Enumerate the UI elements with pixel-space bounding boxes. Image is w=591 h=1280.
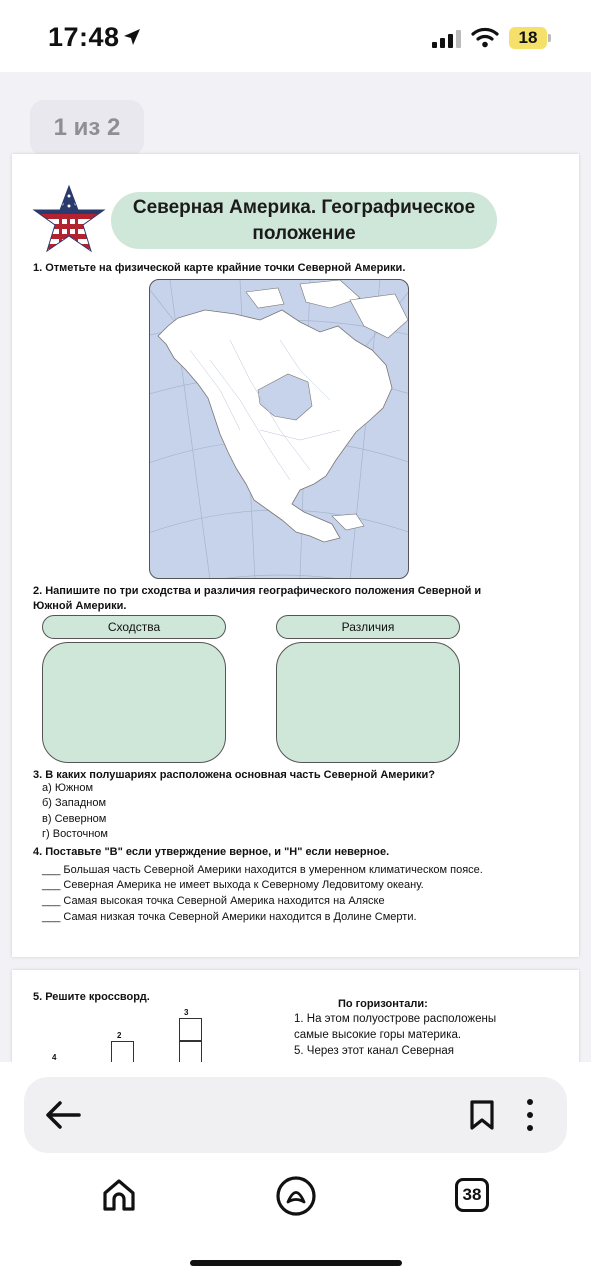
- crossword-across-heading: По горизонтали:: [338, 998, 428, 1010]
- crossword-clue-1-line-2: самые высокие горы материка.: [294, 1029, 462, 1041]
- question-1: 1. Отметьте на физической карте крайние точки Северной Америки.: [33, 262, 406, 274]
- similarities-header: Сходства: [42, 615, 226, 639]
- title-line-1: Северная Америка. Географическое: [132, 197, 476, 218]
- question-2-line-1: 2. Напишите по три сходства и различия географического положения Северной и: [33, 585, 482, 597]
- status-bar: [0, 0, 591, 72]
- flag-star-icon: [32, 184, 106, 254]
- crossword-cell[interactable]: [179, 1041, 202, 1064]
- question-3: 3. В каких полушариях расположена основная часть Северной Америки?: [33, 769, 435, 781]
- q3-option-c[interactable]: в) Северном: [42, 813, 107, 825]
- location-arrow-icon: [122, 27, 142, 47]
- crossword-cell[interactable]: [179, 1018, 202, 1041]
- q3-option-d[interactable]: г) Восточном: [42, 828, 108, 840]
- crossword-number-4: 4: [52, 1053, 57, 1062]
- assistant-icon[interactable]: [275, 1175, 317, 1217]
- page-counter: 1 из 2: [30, 100, 144, 156]
- map-graphic: [150, 280, 409, 579]
- battery-indicator: [509, 27, 551, 49]
- crossword-number-2: 2: [117, 1031, 122, 1040]
- worksheet-title: [111, 192, 497, 249]
- home-icon[interactable]: [100, 1176, 138, 1214]
- status-time: 17:48: [48, 22, 120, 52]
- bookmark-icon[interactable]: [468, 1099, 496, 1131]
- q4-statement-1: ___ Большая часть Северной Америки находится в умеренном климатическом поясе.: [42, 864, 483, 876]
- question-2-line-2: Южной Америки.: [33, 600, 127, 612]
- battery-level: 18: [518, 28, 538, 47]
- title-line-2: положение: [252, 223, 356, 244]
- similarities-answer-box[interactable]: [42, 642, 226, 763]
- wifi-icon: [471, 26, 499, 48]
- q4-statement-2: ___ Северная Америка не имеет выхода к Северному Ледовитому океану.: [42, 879, 424, 891]
- differences-header: Различия: [276, 615, 460, 639]
- q4-statement-4: ___ Самая низкая точка Северной Америки находится в Долине Смерти.: [42, 911, 417, 923]
- crossword-clue-5: 5. Через этот канал Северная: [294, 1045, 454, 1057]
- north-america-outline-map: [149, 279, 409, 579]
- q3-option-b[interactable]: б) Западном: [42, 797, 107, 809]
- worksheet-page-1[interactable]: [12, 154, 579, 957]
- crossword-number-3: 3: [184, 1008, 189, 1017]
- crossword-clue-1-line-1: 1. На этом полуострове расположены: [294, 1013, 497, 1025]
- q3-option-a[interactable]: а) Южном: [42, 782, 94, 794]
- differences-answer-box[interactable]: [276, 642, 460, 763]
- question-4: 4. Поставьте "В" если утверждение верное, и "Н" если неверное.: [33, 846, 390, 858]
- signal-icon: [432, 30, 462, 48]
- tabs-icon[interactable]: 38: [455, 1178, 489, 1212]
- crossword-cell[interactable]: [111, 1041, 134, 1064]
- home-indicator[interactable]: [190, 1260, 402, 1266]
- question-5: 5. Решите кроссворд.: [33, 991, 150, 1003]
- more-vertical-icon[interactable]: [524, 1098, 536, 1132]
- back-arrow-icon[interactable]: [44, 1100, 82, 1130]
- q4-statement-3: ___ Самая высокая точка Северной Америка находится на Аляске: [42, 895, 385, 907]
